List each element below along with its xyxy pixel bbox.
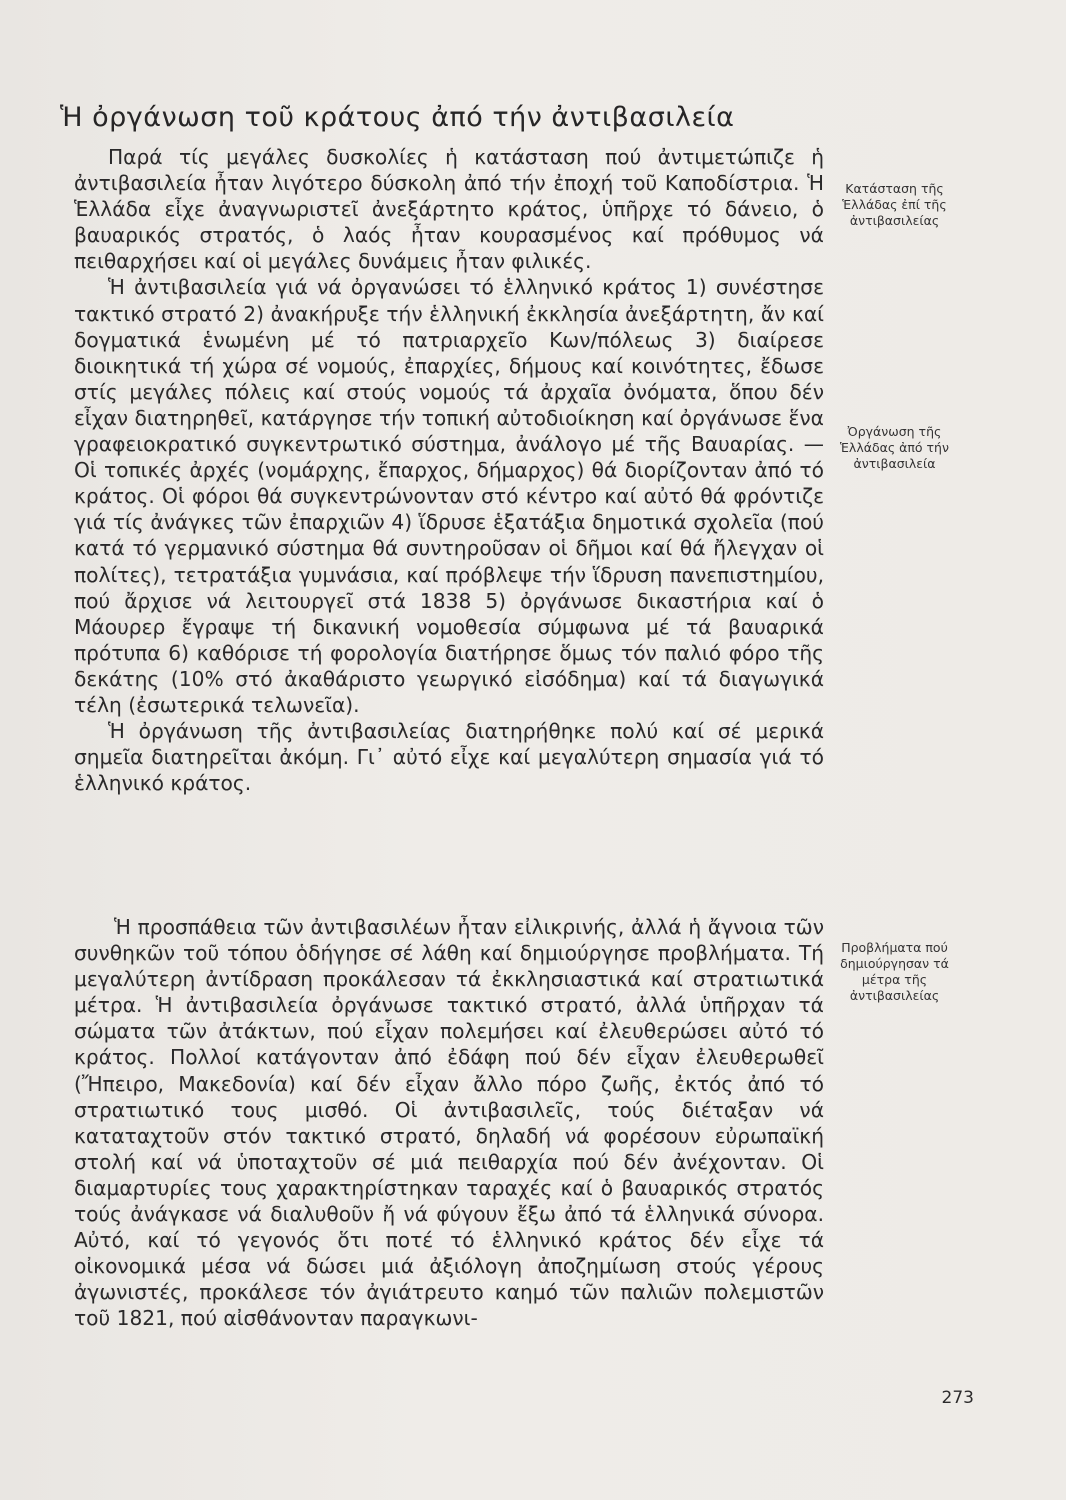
page-number: 273 xyxy=(941,1388,974,1408)
section-body-problems xyxy=(74,914,824,1332)
section-heading: Ἡ ὀργάνωση τοῦ κράτους ἀπό τήν ἀντιβασιλεία xyxy=(60,102,735,133)
paragraph-problems: Ἡ προσπάθεια τῶν ἀντιβασιλέων ἦταν εἰλικρινής, ἀλλά ἡ ἄγνοια τῶν συνθηκῶν τοῦ τόπου ὁδήγησε σέ λάθη καί δημιούργησε προβλήματα. Τή μεγαλύτερη ἀντίδραση προκάλεσαν τά ἐκκλησιαστικά καί στρατιωτικά μέτρα. Ἡ ἀντιβασιλεία ὀργάνωσε τακτικό στρατό, ἀλλά ὑπῆρχαν τά σώματα τῶν ἀτάκτων, πού εἶχαν πολεμήσει καί ἐλευθερώσει αὐτό τό κράτος. Πολλοί κατάγονταν ἀπό ἐδάφη πού δέν εἶχαν ἐλευθερωθεῖ (Ἤπειρο, Μακεδονία) καί δέν εἶχαν ἄλλο πόρο ζωῆς, ἐκτός ἀπό τό στρατιωτικό τους μισθό. Οἱ ἀντιβασιλεῖς, τούς διέταξαν νά καταταχτοῦν στόν τακτικό στρατό, δηλαδή νά φορέσουν εὐρωπαϊκή στολή καί νά ὑποταχτοῦν σέ μιά πειθαρχία πού δέν ἀνέχονταν. Οἱ διαμαρτυρίες τους χαρακτηρίστηκαν ταραχές καί ὁ βαυαρικός στρατός τούς ἀνάγκασε νά διαλυθοῦν ἤ νά φύγουν ἔξω ἀπό τά ἑλληνικά σύνορα. Αὐτό, καί τό γεγονός ὅτι ποτέ τό ἑλληνικό κράτος δέν εἶχε τά οἰκονομικά μέσα νά δώσει μιά ἀξιόλογη ἀποζημίωση στούς γέρους ἀγωνιστές, προκάλεσε τόν ἀγιάτρευτο καημό τῶν παλιῶν πολεμιστῶν τοῦ 1821, πού αἰσθάνονταν παραγκωνι- xyxy=(74,915,824,1331)
margin-note-situation: Κατάσταση τῆς Ἑλλάδας ἐπί τῆς ἀντιβασιλείας xyxy=(842,181,947,228)
margin-note-problems: Προβλήματα πού δημιούργησαν τά μέτρα τῆς ἀντιβασιλείας xyxy=(840,940,949,1003)
paragraph-organization: Ἡ ἀντιβασιλεία γιά νά ὀργανώσει τό ἑλληνικό κράτος 1) συνέστησε τακτικό στρατό 2) ἀνακήρυξε τήν ἑλληνική ἐκκλησία ἀνεξάρτητη, ἄν καί δογματικά ἑνωμένη μέ τό πατριαρχεῖο Κων/πόλεως 3) διαίρεσε διοικητικά τή χώρα σέ νομούς, ἐπαρχίες, δήμους καί κοινότητες, ἔδωσε στίς μεγάλες πόλεις καί στούς νομούς τά ἀρχαῖα ὀνόματα, ὅπου δέν εἶχαν διατηρηθεῖ, κατάργησε τήν τοπική αὐτοδιοίκηση καί ὀργάνωσε ἕνα γραφειοκρατικό συγκεντρωτικό σύστημα, ἀνάλογο μέ τῆς Βαυαρίας. — Οἱ τοπικές ἀρχές (νομάρχης, ἔπαρχος, δήμαρχος) θά διορίζονταν ἀπό τό κράτος. Οἱ φόροι θά συγκεντρώνονταν στό κέντρο καί αὐτό θά φρόντιζε γιά τίς ἀνάγκες τῶν ἐπαρχιῶν 4) ἵδρυσε ἑξατάξια δημοτικά σχολεῖα (πού κατά τό γερμανικό σύστημα θά συντηροῦσαν οἱ δῆμοι καί θά ἤλεγχαν οἱ πολίτες), τετρατάξια γυμνάσια, καί πρόβλεψε τήν ἵδρυση πανεπιστημίου, πού ἄρχισε νά λειτουργεῖ στά 1838 5) ὀργάνωσε δικαστήρια καί ὁ Μάουρερ ἔγραψε τή δικανική νομοθεσία σύμφωνα μέ τά βαυαρικά πρότυπα 6) καθόρισε τή φορολογία διατήρησε ὅμως τόν παλιό φόρο τῆς δεκάτης (10% στό ἀκαθάριστο γεωργικό εἰσόδημα) καί τά διαγωγικά τέλη (ἐσωτερικά τελωνεῖα). xyxy=(74,275,824,717)
margin-note-organization: Ὀργάνωση τῆς Ἑλλάδας ἀπό τήν ἀντιβασιλεία xyxy=(840,424,949,471)
section-body-organization xyxy=(74,144,824,796)
paragraph-legacy: Ἡ ὀργάνωση τῆς ἀντιβασιλείας διατηρήθηκε πολύ καί σέ μερικά σημεῖα διατηρεῖται ἀκόμη. Γι᾽ αὐτό εἶχε καί μεγαλύτερη σημασία γιά τό ἑλληνικό κράτος. xyxy=(74,719,824,796)
paragraph-situation: Παρά τίς μεγάλες δυσκολίες ἡ κατάσταση πού ἀντιμετώπιζε ἡ ἀντιβασιλεία ἦταν λιγότερο δύσκολη ἀπό τήν ἐποχή τοῦ Καποδίστρια. Ἡ Ἑλλάδα εἶχε ἀναγνωριστεῖ ἀνεξάρτητο κράτος, ὑπῆρχε τό δάνειο, ὁ βαυαρικός στρατός, ὁ λαός ἦταν κουρασμένος καί πρόθυμος νά πειθαρχήσει καί οἱ μεγάλες δυνάμεις ἦταν φιλικές. xyxy=(74,145,824,274)
